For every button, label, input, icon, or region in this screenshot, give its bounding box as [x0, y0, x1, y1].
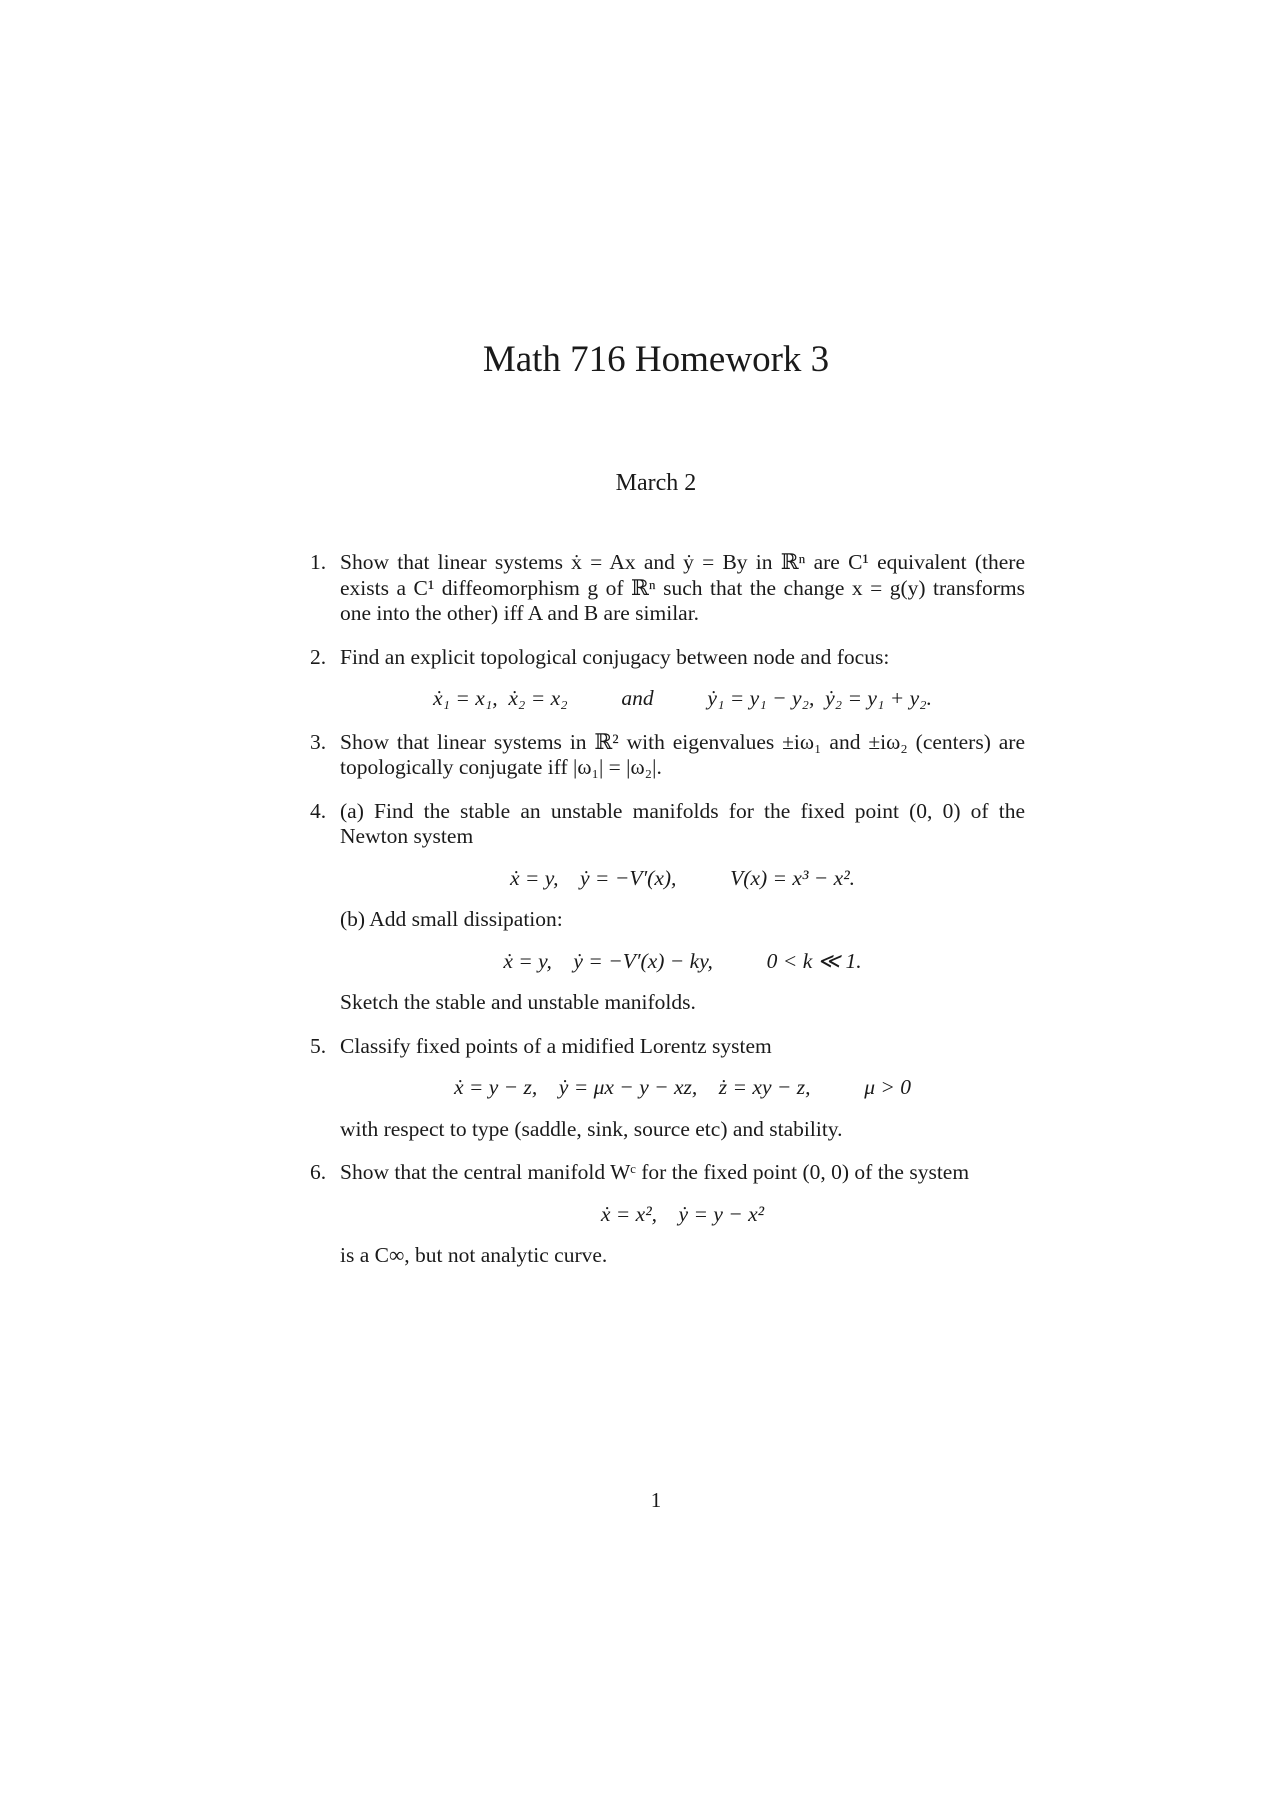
problem-number: 2.	[310, 644, 327, 669]
equation: ẋ = y − z, ẏ = μx − y − xz, ż = xy − z, μ > 0	[453, 1075, 912, 1099]
problem-text: Classify fixed points of a midified Lorentz system	[340, 1033, 772, 1058]
problem-4	[310, 799, 1025, 1016]
equation: ẋ₁ = x₁, ẋ₂ = x₂ and ẏ₁ = y₁ − y₂, ẏ₂ = y₁ + y₂.	[432, 686, 933, 710]
page-number: 1	[650, 1488, 662, 1512]
problem-number: 6.	[310, 1160, 327, 1184]
problem-6	[310, 1160, 1025, 1269]
problem-text-a: (a) Find the stable an unstable manifolds for the fixed point (0, 0) of the Newton system	[340, 798, 1025, 848]
page-title: Math 716 Homework 3	[482, 339, 830, 380]
problem-number: 5.	[310, 1033, 327, 1058]
problem-text: Show that linear systems in ℝ² with eigenvalues ±iω₁ and ±iω₂ (centers) are topologically conjugate iff |ω₁| = |ω₂|.	[340, 729, 1025, 779]
problem-text: Find an explicit topological conjugacy between node and focus:	[340, 644, 890, 669]
page-date: March 2	[615, 470, 697, 496]
problem-text: Show that linear systems ẋ = Ax and ẏ = By in ℝⁿ are C¹ equivalent (there exists a C¹ diffeomorphism g of ℝⁿ such that the change x = g(y) transforms one into the other) iff A and B are similar.	[340, 550, 1025, 625]
problem-1	[310, 550, 1025, 627]
equation: ẋ = x², ẏ = y − x²	[600, 1201, 765, 1226]
problem-text-after: with respect to type (saddle, sink, source etc) and stability.	[340, 1116, 843, 1141]
problem-number: 4.	[310, 798, 327, 823]
equation-a: ẋ = y, ẏ = −V′(x), V(x) = x³ − x².	[509, 865, 856, 890]
problem-list	[310, 550, 1025, 1287]
problem-text-b: (b) Add small dissipation:	[340, 907, 563, 931]
problem-text: Show that the central manifold Wᶜ for the fixed point (0, 0) of the system	[340, 1160, 970, 1184]
problem-number: 1.	[310, 550, 327, 574]
problem-text-c: Sketch the stable and unstable manifolds.	[340, 990, 696, 1014]
problem-text-after: is a C∞, but not analytic curve.	[340, 1243, 608, 1267]
problem-number: 3.	[310, 729, 327, 754]
equation-b: ẋ = y, ẏ = −V′(x) − ky, 0 < k ≪ 1.	[503, 948, 862, 973]
problem-3	[310, 730, 1025, 781]
problem-5	[310, 1034, 1025, 1143]
problem-2	[310, 645, 1025, 712]
